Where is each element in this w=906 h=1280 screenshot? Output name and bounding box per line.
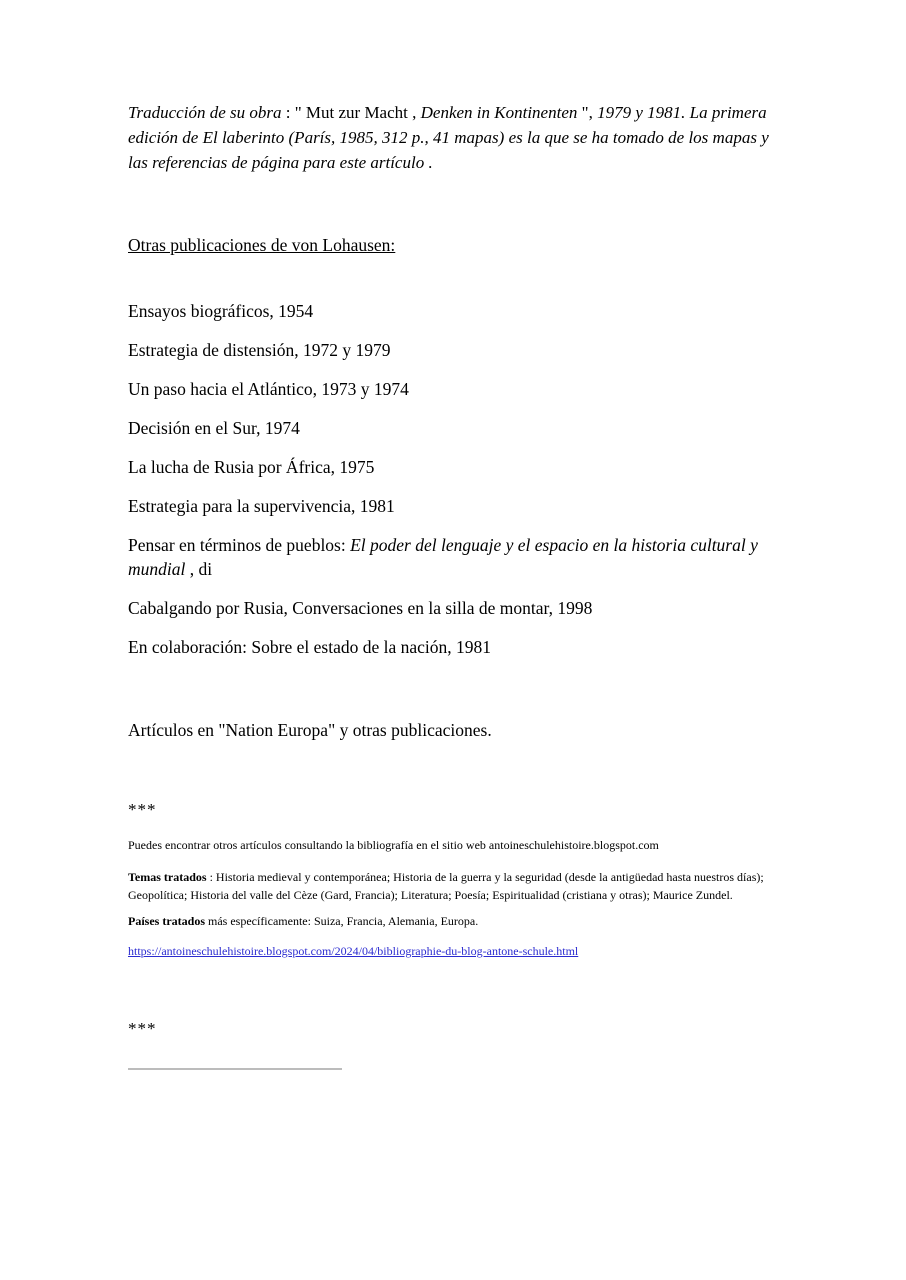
pensar-italic-title: El poder del lenguaje y el espacio en la historia cultural y mundial [128,535,758,579]
link-paragraph [128,942,778,960]
publication-item: En colaboración: Sobre el estado de la nación, 1981 [128,637,492,657]
topics-paragraph [128,868,778,904]
publication-item: Ensayos biográficos, 1954 [128,301,314,321]
countries-text: más específicamente: Suiza, Francia, Alemania, Europa. [205,914,479,928]
section-heading [128,233,778,257]
find-more-note: Puedes encontrar otros artículos consultando la bibliografía en el sitio web antoineschulehistoire.blogspot.com [128,838,659,852]
publication-item-pensar [128,533,778,581]
intro-segment-italic-3: 1979 y 1981. La primera edición de El laberinto (París, 1985, 312 p., 41 mapas) es la que se ha tomado de los mapas y las referencias de página para este artículo . [128,103,769,172]
intro-segment-italic-1: Traducción de su obra [128,103,282,122]
publication-item: La lucha de Rusia por África, 1975 [128,457,375,477]
publication-item: Estrategia de distensión, 1972 y 1979 [128,340,391,360]
intro-paragraph [128,100,778,175]
publication-item: Decisión en el Sur, 1974 [128,418,300,438]
intro-segment-roman-2: ", [577,103,598,122]
pensar-suffix: , di [185,559,213,579]
topics-label: Temas tratados [128,870,207,884]
articles-note: Artículos en "Nation Europa" y otras publicaciones. [128,720,492,740]
asterisk-separator-2: *** [128,1019,157,1038]
asterisk-separator-1: *** [128,800,157,819]
pensar-prefix: Pensar en términos de pueblos: [128,535,351,555]
intro-segment-roman-1: : " Mut zur Macht , [281,103,421,122]
footnote-separator [128,1068,342,1070]
publication-item: Un paso hacia el Atlántico, 1973 y 1974 [128,379,409,399]
section-heading-text: Otras publicaciones de von Lohausen: [128,235,396,255]
intro-segment-italic-2: Denken in Kontinenten [420,103,578,122]
countries-paragraph [128,912,778,930]
publication-item: Cabalgando por Rusia, Conversaciones en la silla de montar, 1998 [128,598,593,618]
countries-label: Países tratados [128,914,205,928]
topics-text: : Historia medieval y contemporánea; Historia de la guerra y la seguridad (desde la antigüedad hasta nuestros días); Geopolítica; Historia del valle del Cèze (Gard, Francia); Literatura; Poesía; Espiritualidad (cristiana y otras); Maurice Zundel. [128,870,764,902]
publication-item: Estrategia para la supervivencia, 1981 [128,496,395,516]
bibliography-link[interactable]: https://antoineschulehistoire.blogspot.com/2024/04/bibliographie-du-blog-antone-schule.html [128,944,579,958]
